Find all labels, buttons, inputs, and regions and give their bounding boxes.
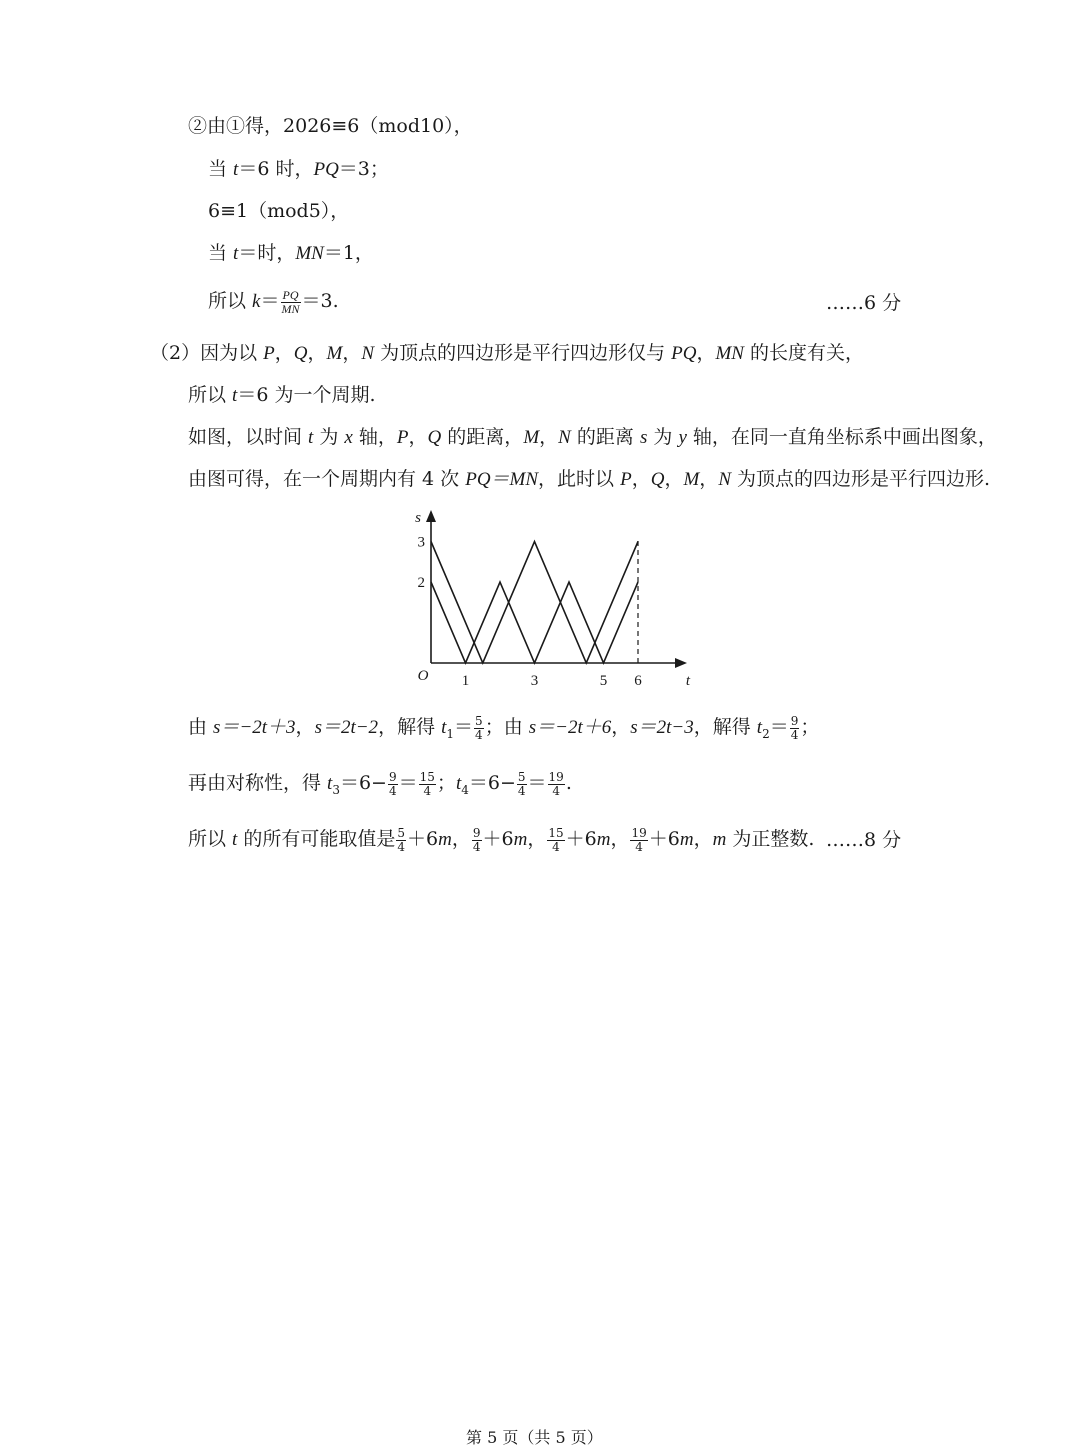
- fraction-numerator: 19: [548, 769, 564, 784]
- var: N: [718, 469, 731, 490]
- var: m: [679, 829, 694, 850]
- text: ，解得: [693, 716, 757, 738]
- var: m: [513, 829, 528, 850]
- period-line: [188, 382, 376, 409]
- text: ＝3.: [301, 290, 339, 312]
- var: m: [438, 829, 452, 850]
- text: ，解得: [378, 716, 442, 738]
- fraction-numerator: 9: [388, 769, 397, 784]
- text: ＝: [769, 716, 789, 738]
- text: 由: [188, 716, 214, 738]
- fraction: [388, 771, 398, 798]
- fraction-numerator: 9: [790, 713, 799, 728]
- equation: s＝−2t＋3: [213, 717, 296, 738]
- text: 所以: [188, 828, 233, 850]
- fraction-numerator: 15: [419, 769, 435, 784]
- var: P: [620, 469, 632, 490]
- fraction: [790, 715, 800, 742]
- fraction-numerator: 5: [475, 713, 483, 728]
- subscript: 1: [446, 726, 455, 741]
- var-pq: PQ: [313, 159, 339, 180]
- mod5-line: [208, 198, 349, 224]
- var: M: [523, 427, 540, 448]
- x-axis-arrow-icon: [675, 658, 687, 668]
- x-tick-label: 6: [634, 673, 642, 689]
- fraction-denominator: 4: [552, 783, 560, 798]
- text: 如图，以时间: [188, 426, 309, 448]
- fraction: [472, 827, 482, 854]
- y-axis-label: s: [415, 510, 421, 526]
- subscript: 2: [762, 726, 770, 741]
- pq-value-line: [208, 156, 389, 183]
- text: ，: [610, 828, 630, 850]
- page-footer: 第 5 页（共 5 页）: [466, 1428, 603, 1447]
- text: 的长度有关，: [743, 342, 865, 364]
- var: t: [232, 829, 238, 850]
- text: ；: [800, 716, 820, 738]
- fraction-denominator: 4: [423, 783, 432, 798]
- text: 为正整数.: [726, 828, 815, 850]
- fraction-numerator: 5: [397, 825, 406, 840]
- text: ＋6: [407, 828, 439, 850]
- text: ＝: [260, 290, 280, 312]
- graph-description-line: [188, 424, 997, 451]
- text: ＝: [398, 772, 418, 794]
- text: ＝6−: [339, 772, 387, 794]
- text: ，: [699, 468, 719, 490]
- var: m: [596, 829, 611, 850]
- text: ，: [631, 468, 651, 490]
- series-line-pq: [431, 542, 638, 664]
- fraction: [419, 771, 436, 798]
- var: t: [455, 773, 462, 794]
- fraction-denominator: 4: [517, 783, 526, 798]
- solve-line: [188, 714, 819, 747]
- var: N: [558, 427, 571, 448]
- var: s: [639, 427, 648, 448]
- text: ；由: [484, 716, 529, 738]
- var: t: [327, 773, 333, 794]
- text: 当: [208, 158, 234, 180]
- x-tick-label: 1: [461, 673, 470, 689]
- text: 的所有可能取值是: [237, 828, 396, 850]
- score-6: ……6 分: [826, 292, 902, 314]
- y-tick-label: 2: [417, 575, 425, 591]
- text: ＝6 为一个周期.: [237, 384, 376, 406]
- fraction-denominator: 4: [790, 727, 799, 742]
- fraction-denominator: MN: [281, 301, 300, 316]
- text: ＋6: [565, 828, 597, 850]
- var: P: [396, 427, 409, 448]
- step2-line: [188, 113, 473, 139]
- fraction: [474, 715, 484, 742]
- fraction-denominator: 4: [635, 839, 643, 854]
- var: M: [326, 343, 343, 364]
- score-8: ……8 分: [826, 829, 902, 851]
- equation: s＝−2t＋6: [528, 717, 612, 738]
- fraction-denominator: 4: [475, 727, 483, 742]
- text: ＝: [454, 716, 474, 738]
- subscript: 4: [461, 782, 469, 797]
- text: ，此时以: [538, 468, 621, 490]
- text: 为顶点的四边形是平行四边形.: [731, 468, 991, 490]
- text: ＝时，: [238, 242, 296, 264]
- text: ，: [696, 342, 716, 364]
- text: 因为以: [200, 342, 264, 364]
- fraction-denominator: 4: [388, 783, 397, 798]
- var: N: [361, 343, 375, 364]
- equation: s＝2t−2: [314, 717, 379, 738]
- var-t: t: [233, 243, 239, 264]
- var: P: [263, 343, 275, 364]
- origin-label: O: [417, 668, 429, 684]
- text: ，: [527, 828, 547, 850]
- fraction: [630, 827, 647, 854]
- text: ＝3；: [338, 158, 389, 180]
- var: t: [441, 717, 447, 738]
- fraction-numerator: 15: [548, 825, 564, 840]
- subscript: 3: [332, 782, 340, 797]
- var-t: t: [233, 159, 239, 180]
- text: ，: [295, 716, 315, 738]
- text: ，: [342, 342, 362, 364]
- y-axis-arrow-icon: [426, 510, 436, 522]
- fraction: [548, 771, 565, 798]
- text: ，: [539, 426, 559, 448]
- fraction: [517, 771, 527, 798]
- var-t: t: [232, 385, 238, 406]
- text: 再由对称性，得: [188, 772, 328, 794]
- graph-conclusion-line: [188, 466, 990, 493]
- text: .: [565, 772, 572, 794]
- var: Q: [427, 427, 442, 448]
- fraction-numerator: PQ: [282, 287, 299, 302]
- symmetry-line: [188, 770, 572, 803]
- var: y: [678, 427, 687, 448]
- var: t: [308, 427, 314, 448]
- fraction-numerator: 19: [631, 825, 647, 840]
- fraction: [396, 827, 406, 854]
- part2-marker: （2）: [150, 342, 201, 364]
- text: ＝6 时，: [238, 158, 314, 180]
- step2-text: 由①得，2026≡6（mod10），: [207, 115, 473, 137]
- var: MN: [715, 343, 744, 364]
- var: Q: [293, 343, 308, 364]
- var-mn: MN: [295, 243, 324, 264]
- var: PQ: [671, 343, 697, 364]
- text: ，: [408, 426, 428, 448]
- final-answer-line: [188, 826, 814, 854]
- distance-time-graph: [405, 508, 705, 693]
- var: M: [683, 469, 700, 490]
- k-result-line: [208, 288, 339, 316]
- text: ＝: [527, 772, 547, 794]
- series-line-mn: [431, 582, 638, 663]
- equation: s＝2t−3: [630, 717, 694, 738]
- circle-2-marker: ②: [188, 115, 208, 137]
- text: ＋6: [482, 828, 514, 850]
- var: t: [756, 717, 763, 738]
- x-tick-label: 5: [599, 673, 608, 689]
- fraction-numerator: 5: [517, 769, 526, 784]
- x-axis-label: t: [685, 673, 691, 689]
- fraction-denominator: 4: [472, 839, 481, 854]
- text: 所以: [188, 384, 233, 406]
- text: ，: [307, 342, 327, 364]
- part2-intro-line: [150, 340, 864, 367]
- y-tick-label: 3: [417, 534, 425, 551]
- text: ，: [664, 468, 684, 490]
- text: ＋6: [648, 828, 680, 850]
- text: 的距离，: [441, 426, 524, 448]
- var: m: [712, 829, 727, 850]
- fraction: [281, 289, 301, 316]
- text: ，: [693, 828, 713, 850]
- text: 所以: [208, 290, 253, 312]
- text: ＝6−: [468, 772, 516, 794]
- text: 为: [313, 426, 345, 448]
- text: 由图可得，在一个周期内有 4 次: [188, 468, 466, 490]
- text: ；: [436, 772, 456, 794]
- fraction-numerator: 9: [472, 825, 481, 840]
- text: 轴，在同一直角坐标系中画出图象，: [686, 426, 997, 448]
- mod5-text: 6≡1（mod5），: [208, 200, 350, 222]
- text: 为: [647, 426, 679, 448]
- text: ，: [611, 716, 631, 738]
- var: x: [344, 427, 353, 448]
- text: 为顶点的四边形是平行四边形仅与: [374, 342, 672, 364]
- text: ，: [274, 342, 294, 364]
- text: ＝1，: [323, 242, 374, 264]
- fraction-denominator: 4: [397, 839, 406, 854]
- x-tick-label: 3: [530, 673, 539, 689]
- fraction: [547, 827, 564, 854]
- text: 当: [208, 242, 234, 264]
- text: 的距离: [570, 426, 640, 448]
- text: ，: [451, 828, 471, 850]
- fraction-denominator: 4: [552, 839, 560, 854]
- var: PQ＝MN: [465, 469, 539, 490]
- var: Q: [650, 469, 665, 490]
- mn-value-line: [208, 240, 374, 267]
- var-k: k: [252, 291, 261, 312]
- text: 轴，: [352, 426, 397, 448]
